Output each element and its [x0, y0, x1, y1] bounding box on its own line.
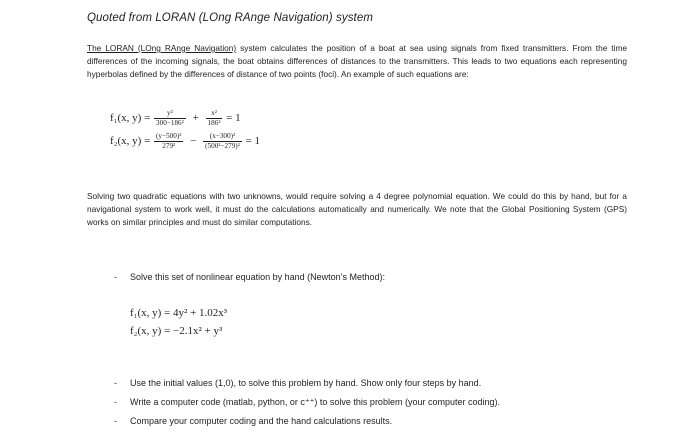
task-newton: Solve this set of nonlinear equation by hand (Newton’s Method):: [130, 272, 385, 282]
equation-f2: [110, 133, 260, 150]
intro-text: system calculates the position of a boat at sea using signals from fixed transmitters. From the time differences of the incoming signals, the boat obtains differences of distances to the transmitters. This leads to two equations each representing hyperbolas defined by the differences of distance of two points (foci). An example of such equations are:: [87, 43, 627, 79]
equation-f1: [110, 110, 241, 127]
equation-f1-lhs: f₁(x, y) =: [110, 112, 151, 125]
task-item: Compare your computer coding and the hand calculations results.: [130, 416, 393, 426]
equation-f1-term1: [154, 110, 186, 127]
system-f2: f₂(x, y) = −2.1x² + y³: [130, 325, 223, 337]
equation-f2-lhs: f₂(x, y) =: [110, 135, 151, 148]
context-paragraph: Solving two quadratic equations with two unknowns, would require solving a 4 degree polynomial equation. We could do this by hand, but for a navigational system to work well, it must do the calculations automatically and numerically. We note that the Global Positioning System (GPS) works on similar principles and must do similar computations.: [87, 191, 627, 227]
equation-f2-term1-den: 279²: [162, 142, 176, 151]
equation-f1-term1-den: 300−186²: [156, 119, 184, 128]
system-f1: f₁(x, y) = 4y² + 1.02x³: [130, 307, 228, 319]
bullet-marker: -: [114, 378, 117, 388]
equation-f2-op: −: [190, 135, 197, 148]
equation-f2-term2-num: (x−300)²: [203, 133, 242, 142]
intro-paragraph: [87, 42, 627, 81]
bullet-marker: -: [114, 416, 117, 426]
equation-f1-term2-den: 186²: [207, 119, 221, 128]
bullet-marker: -: [114, 397, 117, 407]
equation-f2-rhs: = 1: [245, 135, 261, 148]
equation-f1-term2: [206, 110, 223, 127]
task-item: Use the initial values (1,0), to solve this problem by hand. Show only four steps by hand.: [130, 378, 482, 388]
equation-f2-term1-num: (y−500)²: [154, 133, 183, 142]
task-item: Write a computer code (matlab, python, or c⁺⁺) to solve this problem (your computer coding).: [130, 397, 500, 407]
equation-f2-term2: [203, 133, 242, 150]
document-title: Quoted from LORAN (LOng RAnge Navigation) system: [87, 12, 374, 24]
bullet-marker: -: [114, 272, 117, 282]
equation-f1-rhs: = 1: [226, 112, 241, 125]
intro-lead: The LORAN (LOng RAnge Navigation): [87, 43, 237, 53]
equation-f1-op: +: [192, 112, 199, 125]
equation-f2-term1: [154, 133, 183, 150]
equation-f1-term2-num: x²: [206, 110, 223, 119]
equation-f1-term1-num: y²: [154, 110, 186, 119]
equation-f2-term2-den: (500²−279)²: [205, 142, 240, 151]
